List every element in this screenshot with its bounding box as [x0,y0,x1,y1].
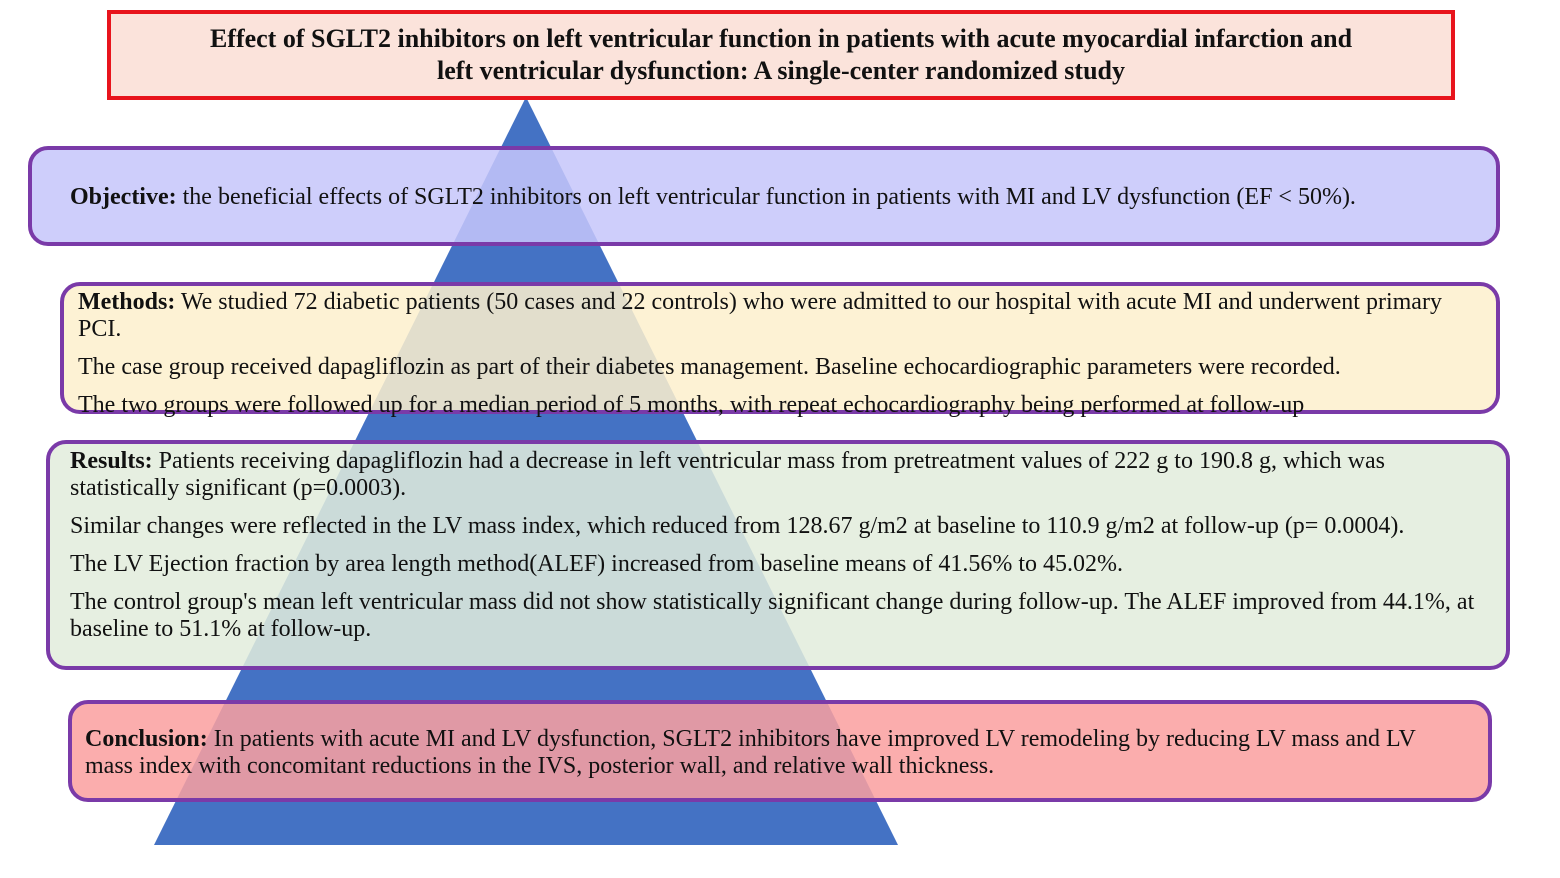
results-label: Results: [70,448,153,474]
title-line-1: Effect of SGLT2 inhibitors on left ventricular function in patients with acute myocardial infarction and [209,24,1353,53]
methods-text-1: We studied 72 diabetic patients (50 cases and 22 controls) who were admitted to our hospital with acute MI and underwent primary PCI. [78,289,1442,342]
conclusion-text: In patients with acute MI and LV dysfunction, SGLT2 inhibitors have improved LV remodeling by reducing LV mass and LV mass index with concomitant reductions in the IVS, posterior wall, and relative wall thickness. [85,726,1416,779]
objective-box [28,146,1500,246]
objective-label: Objective: [70,184,177,210]
results-paragraph-3: The LV Ejection fraction by area length method(ALEF) increased from baseline means of 41.56% to 45.02%. [70,551,1124,577]
conclusion-box [68,700,1492,802]
methods-paragraph-2: The case group received dapagliflozin as part of their diabetes management. Baseline echocardiographic parameters were recorded. [78,354,1341,380]
conclusion-paragraph [85,726,1468,780]
methods-box [60,282,1500,418]
results-paragraph-1 [70,448,1486,502]
results-box [46,440,1510,670]
methods-paragraph-1 [78,289,1476,343]
title-line-2: left ventricular dysfunction: A single-center randomized study [436,56,1125,85]
conclusion-label: Conclusion: [85,726,208,752]
results-paragraph-2: Similar changes were reflected in the LV mass index, which reduced from 128.67 g/m2 at baseline to 110.9 g/m2 at follow-up (p= 0.0004). [70,513,1405,539]
title-box [107,10,1455,100]
results-paragraph-4: The control group's mean left ventricular mass did not show statistically significant change during follow-up. The ALEF improved from 44.1%, at baseline to 51.1% at follow-up. [70,589,1475,642]
objective-text: the beneficial effects of SGLT2 inhibitors on left ventricular function in patients with MI and LV dysfunction (EF < 50%). [176,184,1356,210]
methods-paragraph-3: The two groups were followed up for a median period of 5 months, with repeat echocardiography being performed at follow-up [78,392,1305,418]
objective-paragraph [70,184,1460,211]
results-text-1: Patients receiving dapagliflozin had a decrease in left ventricular mass from pretreatment values of 222 g to 190.8 g, which was statistically significant (p=0.0003). [70,448,1385,501]
methods-label: Methods: [78,289,176,315]
